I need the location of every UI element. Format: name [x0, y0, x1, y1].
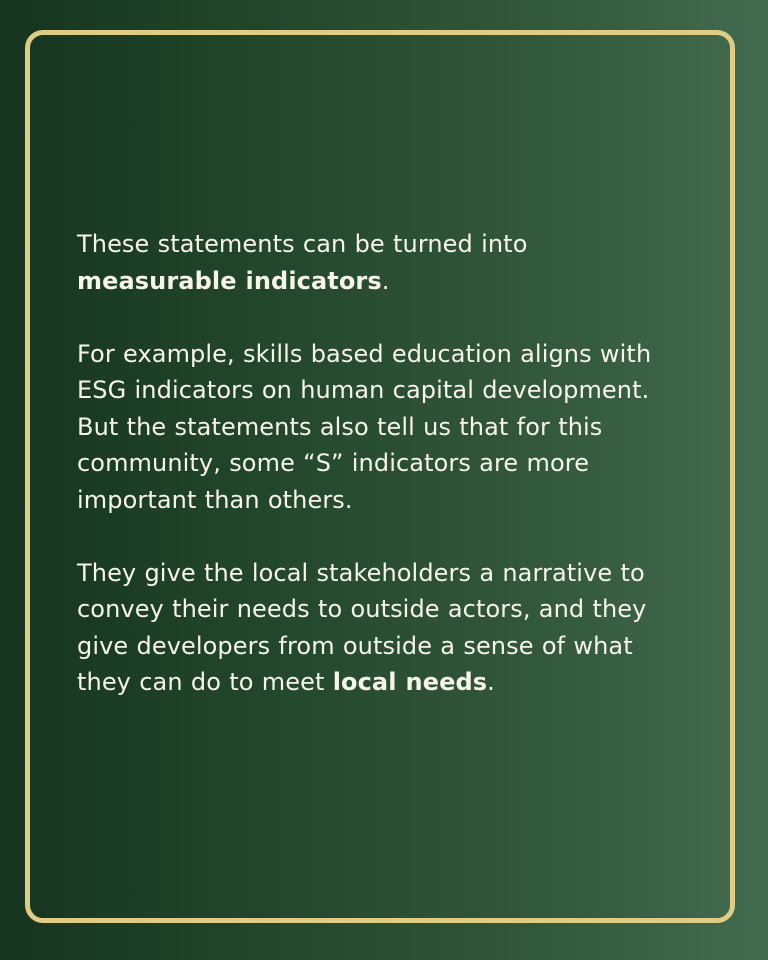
- stakeholders-line: convey their needs to outside actors, and they: [77, 595, 647, 623]
- intro-paragraph: [77, 226, 717, 299]
- example-line: important than others.: [77, 485, 353, 514]
- final-line-text: they can do to meet: [77, 668, 333, 696]
- intro-highlight-line: [77, 263, 717, 300]
- example-line: But the statements also tell us that for this: [77, 412, 603, 441]
- intro-period: .: [381, 266, 390, 295]
- local-needs-highlight: local needs: [332, 668, 488, 696]
- stakeholders-line: give developers from outside a sense of what: [77, 631, 633, 660]
- intro-line: These statements can be turned into: [77, 230, 528, 258]
- example-line: ESG indicators on human capital development.: [77, 376, 650, 404]
- example-line: For example, skills based education aligns with: [77, 339, 652, 368]
- stakeholders-final-line: [77, 664, 717, 701]
- stakeholders-line: They give the local stakeholders a narrative to: [77, 558, 645, 587]
- final-period: .: [487, 668, 495, 696]
- example-line: community, some “S” indicators are more: [77, 449, 590, 477]
- stakeholders-paragraph: [77, 555, 717, 701]
- measurable-indicators-highlight: measurable indicators: [77, 266, 382, 295]
- example-paragraph: [77, 336, 717, 519]
- slide-text: [77, 226, 717, 737]
